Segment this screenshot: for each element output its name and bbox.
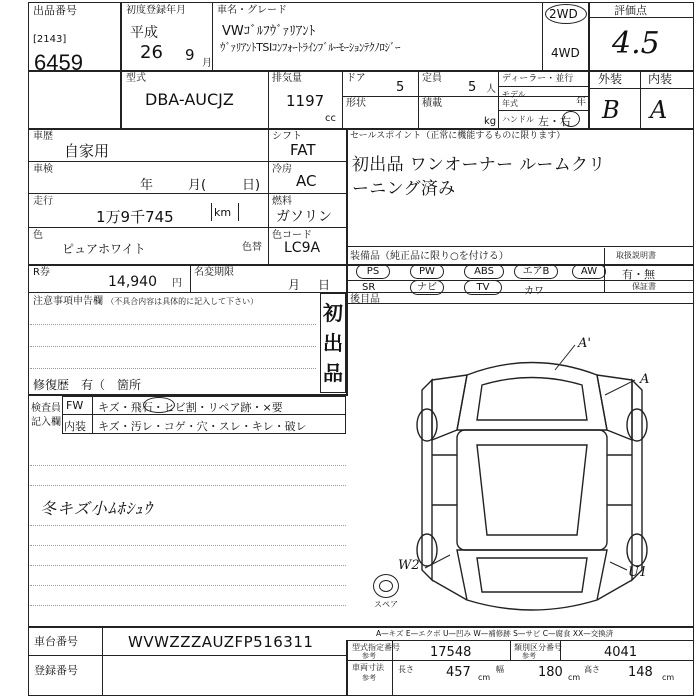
capacity: 5	[468, 80, 477, 95]
equip-pw: PW	[410, 264, 444, 279]
rule	[588, 88, 694, 89]
color-label: 色	[33, 230, 43, 241]
rule	[346, 640, 348, 696]
cap-unit: 人	[486, 84, 496, 95]
dims-label: 車両寸法	[352, 663, 384, 672]
insp-month: 月(	[188, 178, 207, 193]
rule	[346, 128, 348, 396]
note-line	[30, 324, 316, 325]
reg-label: 初度登録年月	[126, 5, 186, 16]
drive-2wd: 2WD	[549, 7, 578, 21]
int-grade: A	[650, 96, 668, 124]
note-line	[30, 585, 346, 586]
type-ref: 参考	[362, 652, 376, 660]
recycle-label: R券	[33, 267, 50, 278]
selling-title: セールスポイント（正常に機能するものに限ります）	[350, 131, 566, 141]
spare-tire-inner	[379, 580, 393, 592]
note-line	[30, 525, 346, 526]
mark-leaders	[395, 330, 695, 590]
repair: 修復歴 有（ 箇所	[33, 378, 142, 392]
chip-circle	[143, 397, 175, 413]
note-line	[30, 485, 346, 486]
name-change-label: 名変期限	[194, 267, 234, 278]
rule	[588, 17, 694, 18]
recycle-amount: 14,940	[108, 274, 157, 290]
ac: AC	[296, 172, 317, 190]
note-line	[30, 368, 316, 369]
lot-sub: [2143]	[33, 34, 67, 45]
rule	[28, 227, 346, 228]
rule	[346, 660, 694, 661]
width-label: 幅	[496, 665, 504, 674]
chassis: WVWZZZAUZFP516311	[128, 633, 314, 651]
mileage-label: 走行	[33, 196, 53, 207]
notes-title	[33, 296, 258, 307]
rule	[102, 626, 103, 696]
color-change-label: 色替	[242, 242, 262, 253]
reg-year: 26	[140, 42, 163, 63]
inspection-label: 車検	[33, 164, 53, 175]
height: 148	[628, 665, 653, 680]
category-ref: 参考	[522, 652, 536, 660]
rule	[498, 86, 588, 87]
equipment-title: 装備品（純正品に限り○を付ける）	[350, 251, 509, 262]
inspector-label: 検査員記入欄	[31, 403, 61, 428]
disp-unit: cc	[325, 113, 336, 124]
int-label-inspector: 内装	[64, 420, 86, 433]
rule	[640, 70, 641, 128]
type-no-label: 型式指定番号	[352, 643, 400, 652]
rule	[28, 292, 694, 293]
ext-label: 外装	[598, 72, 623, 86]
equip-aw: AW	[572, 264, 606, 279]
rule	[342, 70, 343, 128]
month-unit: 月	[202, 58, 212, 69]
mark-a-prime: A'	[578, 336, 591, 351]
color-code: LC9A	[284, 240, 321, 256]
reg-month: 9	[185, 46, 195, 64]
handle-right-circle	[562, 111, 580, 127]
note-line	[30, 605, 346, 606]
other-label: 後目品	[350, 294, 380, 305]
insp-year: 年	[140, 178, 154, 193]
equip-tv: TV	[464, 280, 502, 295]
rule	[542, 2, 543, 70]
displacement: 1197	[286, 92, 325, 110]
rule	[510, 640, 511, 660]
score: 4.5	[612, 26, 660, 61]
int-items: キズ・汚レ・コゲ・穴・スレ・キレ・破レ	[98, 420, 307, 433]
ac-label: 冷房	[272, 164, 292, 175]
rule	[28, 128, 694, 130]
rule	[28, 193, 346, 194]
drive-4wd: 4WD	[551, 46, 580, 60]
mark-u1: U1	[628, 565, 648, 580]
name-label: 車名・グレード	[217, 5, 287, 16]
note-line	[30, 565, 346, 566]
dealer-label: ディーラー・並行	[502, 74, 574, 84]
rule	[190, 264, 191, 292]
nc-month: 月	[288, 278, 301, 292]
rule	[92, 396, 93, 434]
selling-line2: ーニング済み	[352, 179, 456, 199]
width-unit: cm	[568, 673, 581, 682]
load-label: 積載	[422, 98, 442, 109]
rule	[588, 2, 590, 128]
equip-airbag: エアB	[514, 264, 558, 279]
grade: ｳﾞｧﾘｱﾝﾄTSIｺﾝﾌｫｰﾄﾗｲﾝﾌﾞﾙｰﾓｰｼｮﾝﾃｸﾉﾛｼﾞｰ	[220, 41, 401, 54]
len-label: 長さ	[398, 665, 414, 674]
handle-label: ハンドル	[502, 115, 534, 124]
category: 4041	[604, 645, 638, 660]
score-label: 評価点	[614, 4, 647, 17]
selling-line1: 初出品 ワンオーナー ルームクリ	[352, 155, 606, 175]
shift: FAT	[290, 141, 316, 159]
rule	[28, 70, 694, 72]
dims-ref: 参考	[362, 674, 376, 682]
equip-navi: ナビ	[410, 280, 444, 295]
note-line	[30, 346, 316, 347]
mileage-unit: km	[214, 206, 232, 219]
category-label: 類別区分番号	[514, 643, 562, 652]
cap-label: 定員	[422, 73, 442, 84]
mark-w2: W2	[398, 558, 420, 573]
spare-label: スペア	[374, 600, 398, 609]
rule	[120, 2, 122, 128]
fw-label: FW	[66, 399, 84, 412]
equip-sr: SR	[362, 282, 376, 293]
lot-label: 出品番号	[33, 4, 77, 17]
mileage: 1万9千745	[96, 208, 174, 226]
disp-label: 排気量	[272, 73, 302, 84]
handwritten-note: 冬キズ小ﾑﾎｼｭｳ	[40, 499, 153, 518]
rule	[346, 246, 694, 247]
lot-number: 6459	[34, 50, 83, 75]
int-label: 内装	[648, 72, 673, 86]
equip-ps: PS	[356, 264, 390, 279]
color-code-label: 色コード	[272, 230, 312, 241]
history: 自家用	[64, 142, 110, 160]
model-year-unit: 年	[576, 97, 586, 108]
rule	[28, 655, 346, 656]
height-label: 高さ	[584, 665, 600, 674]
mark-a: A	[640, 372, 650, 387]
equip-abs: ABS	[464, 264, 504, 279]
type-no: 17548	[430, 645, 472, 660]
recycle-unit: 円	[172, 278, 182, 289]
shape-label: 形状	[346, 98, 366, 109]
fuel-label: 燃料	[272, 196, 292, 207]
rule	[418, 70, 419, 128]
len-unit: cm	[478, 673, 491, 682]
chassis-label: 車台番号	[34, 635, 78, 648]
insp-day: 日)	[242, 178, 261, 193]
history-label: 車歴	[33, 131, 53, 142]
doors-label: ドア	[346, 73, 366, 84]
rule	[212, 2, 213, 70]
nc-day: 日	[318, 278, 331, 292]
legend: A—キズ E—エクボ U—凹み W—補修跡 S—サビ C—腐食 XX—交換済	[376, 629, 614, 638]
manual-value: 有・無	[622, 268, 655, 281]
color: ピュアホワイト	[62, 242, 146, 256]
rule	[346, 640, 694, 641]
stamp: 初出品	[323, 301, 343, 385]
rule	[342, 96, 588, 97]
handle-value: 左・右	[538, 115, 571, 128]
rule	[268, 128, 269, 264]
shift-label: シフト	[272, 131, 302, 142]
note-line	[30, 465, 346, 466]
ext-grade: B	[602, 96, 620, 124]
length: 457	[446, 665, 471, 680]
car-name: VWｺﾞﾙﾌｳﾞｧﾘｱﾝﾄ	[222, 24, 316, 39]
height-unit: cm	[662, 673, 675, 682]
rule	[346, 303, 694, 304]
fw-items: キズ・飛石・ヒビ割・リペア跡・×要	[98, 401, 283, 414]
rule	[28, 161, 346, 162]
rule	[498, 70, 499, 128]
warranty-label: 保証書	[632, 282, 656, 291]
equip-leather: カワ	[524, 286, 544, 297]
notes-title-sub: （不具合内容は具体的に記入して下さい）	[106, 297, 259, 306]
rule	[268, 70, 269, 128]
era: 平成	[130, 25, 158, 41]
doors: 5	[396, 80, 405, 95]
manual-label: 取扱説明書	[616, 251, 656, 260]
model: DBA-AUCJZ	[145, 90, 234, 109]
model-label: 型式	[126, 73, 146, 84]
note-line	[30, 545, 346, 546]
fuel: ガソリン	[276, 209, 332, 225]
rule	[346, 264, 347, 292]
load-unit: kg	[484, 116, 497, 127]
reg-no-label: 登録番号	[34, 664, 78, 677]
notes-title-text: 注意事項申告欄	[33, 296, 103, 307]
model-year-label: モデル年式	[502, 90, 526, 108]
width: 180	[538, 665, 563, 680]
